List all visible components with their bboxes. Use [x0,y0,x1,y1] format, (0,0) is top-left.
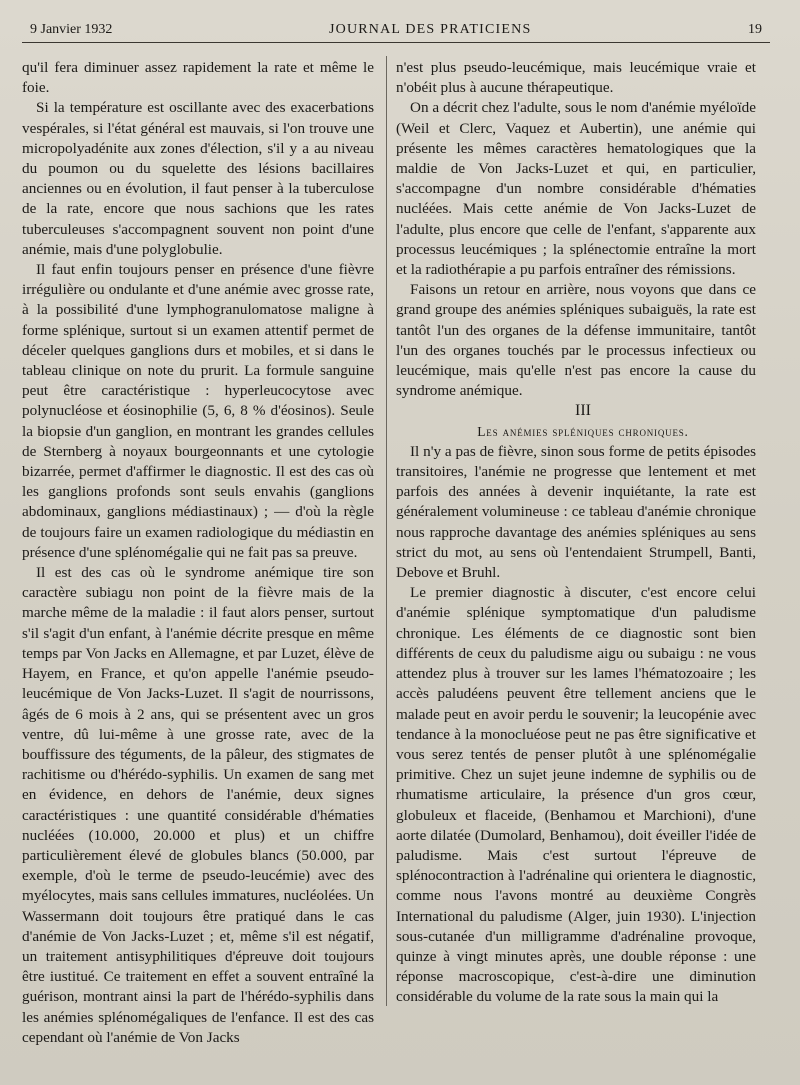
paragraph: Faisons un retour en arrière, nous voyons que dans ce grand groupe des anémies spléniques subaiguës, la rate est tantôt l'un des organes de la défense immunitaire, tantôt l'un des organes touchés par le processus infectieux ou leucémique, mais qu'elle n'est pas encore la cause du syndrome anémique. [396,281,756,400]
paragraph: On a décrit chez l'adulte, sous le nom d'anémie myéloïde (Weil et Clerc, Vaquez et Aubertin), une anémie qui présente les mêmes caractères hematologiques que la maldie de Von Jacks-Luzet et qui, en particulier, s'accompagne d'un nombre considérable d'hématies nucléées. Mais cette anémie de Von Jacks-Luzet de l'adulte, plus encore que celle de l'enfant, s'apparente aux processus leucémiques ; la splénectomie entraîne la mort et la radiothérapie a pu parfois entraîner des rémissions. [396,99,756,279]
header-date: 9 Janvier 1932 [30,22,113,37]
header-page-number: 19 [747,22,762,37]
column-separator [386,56,387,1006]
section-number: III [575,402,591,420]
paragraph: qu'il fera diminuer assez rapidement la rate et même le foie. [22,59,374,97]
left-column [22,58,374,1048]
paragraph: Si la température est oscillante avec des exacerbations vespérales, si l'état général est mauvais, si l'on trouve une micropolyadénite aux zones d'élection, s'il y a au niveau du poumon ou du squelette des lésions bacillaires anciennes ou en évolution, il faut penser à la tuberculose de la rate, encore que nous sachions que les rates tuberculeuses s'accompagnent souvent non point d'une anémie, mais d'une polyglobulie. [22,99,374,258]
running-header [30,18,762,42]
section-title: Les anémies spléniques chroniques. [477,423,689,439]
paragraph: Il n'y a pas de fièvre, sinon sous forme de petits épisodes transitoires, l'anémie ne progresse que lentement et met parfois des années à devenir inquiétante, la rate est généralement volumineuse : ce tableau d'anémie chronique nous rapproche davantage des anémies spléniques au sens strict du mot, au sens où l'entendaient Strumpell, Banti, Debove et Bruhl. [396,442,756,582]
paragraph: Il est des cas où le syndrome anémique tire son caractère subiagu non point de la fièvre mais de la marche même de la maladie : il faut alors penser, surtout s'il s'agit d'un enfant, à l'anémie décrite presque en même temps par Von Jacks en Allemagne, et par Luzet, élève de Hayem, en France, et qu'on appelle l'anémie pseudo-leucémique de Von Jacks-Luzet. Il s'agit de nourrissons, âgés de 6 mois à 2 ans, qui se présentent avec un gros ventre, dû lui-même à une grosse rate, avec de la bouffissure des téguments, de la pâleur, des stigmates de rachitisme ou d'hérédo-syphilis. Un examen de sang met en évidence, en dehors de l'anémie, deux signes caractéristiques : une quantité considérable d'hématies nucléées (10.000, 20.000 et plus) et un chiffre particulièrement élevé de globules blancs (50.000, par exemple, d'où le terme de pseudo-leucémie) avec des myélocytes, mais sans cellules immatures, nucléolées. Un Wassermann doit toujours être pratiqué dans le cas d'anémie de Von Jacks-Luzet ; et, même s'il est négatif, un traitement antisyphilitiques d'épreuve doit toujours être iustitué. Ce traitement en effet a souvent entraîné la guérison, montrant ainsi la part de l'hérédo-syphilis dans les anémies splénomégaliques de l'enfance. Il est des cas cependant où l'anémie de Von Jacks [22,564,374,1046]
paragraph: Le premier diagnostic à discuter, c'est encore celui d'anémie splénique symptomatique d'un paludisme chronique. Les éléments de ce diagnostic sont bien différents de ceux du paludisme aigu ou subaigu : ne vous attendez plus à trouver sur les lames l'hématozoaire ; les accès paludéens peuvent être tellement anciens que le malade peut en avoir perdu le souvenir; la leucopénie avec tendance à la monocluéose peut ne pas être significative et vous serez tentés de penser plutôt à une splénomégalie primitive. Chez un sujet jeune indemne de syphilis ou de rhumatisme articulaire, la présence d'un gros cœur, globuleux et flaceide, (Benhamou et Marchioni), d'une aorte dilatée (Dumolard, Benhamou), doit éveiller l'idée de paludisme. Mais c'est surtout l'épreuve de splénocontraction à l'adrénaline qui orientera le diagnostic, comme nous l'avons montré au deuxième Congrès International du paludisme (Alger, juin 1930). L'injection sous-cutanée d'un milligramme d'adrénaline provoque, quinze à vingt minutes après, une double réponse : une réponse macroscopique, c'est-à-dire une diminution considérable du volume de la rate sous la main qui la [396,584,756,1006]
paragraph: Il faut enfin toujours penser en présence d'une fièvre irrégulière ou ondulante et d'une anémie avec grosse rate, à la possibilité d'une lymphogranulomatose maligne à forme splénique, surtout si un examen attentif permet de déceler quelques ganglions durs et mobiles, et si dans le tableau clinique on note du prurit. La formule sanguine peut être caractéristique : hyperleucocytose avec polynucléose et éosinophilie (5, 6, 8 % d'éosinos). Seule la biopsie d'un ganglion, en montrant les grandes cellules de Sternberg à noyaux bourgeonnants et une cytologie bizarrée, permet d'affirmer le diagnostic. Il est des cas où les ganglions profonds sont seuls envahis (ganglions abdominaux, ganglions médiastinaux) ; — d'où la règle de toujours faire un examen radiologique du médiastin en présence d'une splénomégalie qui ne fait pas sa preuve. [22,261,374,561]
paragraph: n'est plus pseudo-leucémique, mais leucémique vraie et n'obéit plus à aucune thérapeutique. [396,59,756,97]
header-journal-title: JOURNAL DES PRATICIENS [328,22,532,37]
header-rule [22,42,770,43]
right-column [396,58,756,1008]
